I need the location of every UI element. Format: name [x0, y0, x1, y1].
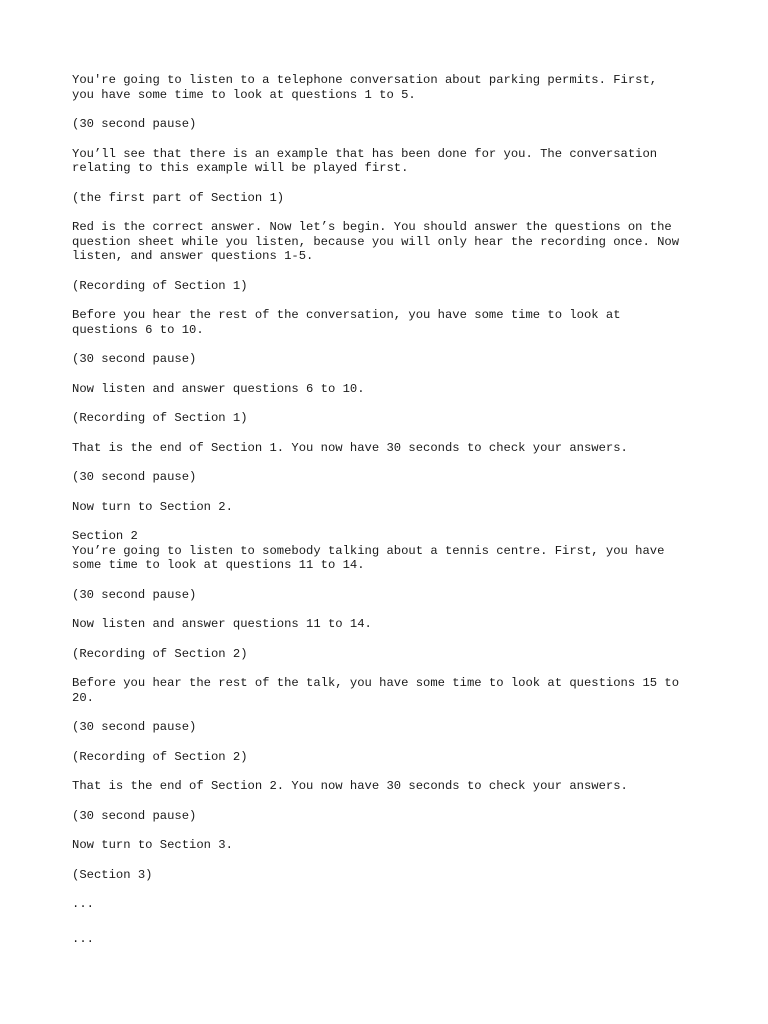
ellipsis: ... — [72, 897, 94, 911]
paragraph: (Section 3) — [72, 867, 153, 882]
paragraph-section-2: Section 2 You’re going to listen to somebody talking about a tennis centre. First, you have some time to look at questions 11 to 14. — [72, 529, 665, 572]
paragraph: Red is the correct answer. Now let’s begin. You should answer the questions on the question sheet while you listen, because you will only hear the recording once. Now listen, and answer questions 1-5. — [72, 220, 680, 263]
paragraph: (30 second pause) — [72, 352, 197, 366]
paragraph: Before you hear the rest of the talk, you have some time to look at questions 15 to 20. — [72, 676, 680, 705]
paragraph: You're going to listen to a telephone conversation about parking permits. First, you have some time to look at questions 1 to 5. — [72, 73, 658, 102]
paragraph: Before you hear the rest of the conversation, you have some time to look at questions 6 to 10. — [72, 308, 621, 337]
paragraph: (Recording of Section 2) — [72, 646, 248, 661]
paragraph: Now listen and answer questions 11 to 14. — [72, 617, 372, 631]
paragraph: (30 second pause) — [72, 117, 197, 131]
paragraph: That is the end of Section 1. You now have 30 seconds to check your answers. — [72, 440, 628, 455]
paragraph: (the first part of Section 1) — [72, 190, 285, 205]
paragraph: (30 second pause) — [72, 808, 197, 823]
paragraph: Now turn to Section 3. — [72, 838, 233, 852]
paragraph: (Recording of Section 2) — [72, 749, 248, 764]
paragraph: Now turn to Section 2. — [72, 499, 233, 514]
paragraph: (Recording of Section 1) — [72, 278, 248, 293]
document-body — [72, 73, 732, 966]
paragraph: (30 second pause) — [72, 587, 197, 602]
paragraph: That is the end of Section 2. You now have 30 seconds to check your answers. — [72, 779, 628, 793]
paragraph: (30 second pause) — [72, 470, 197, 484]
ellipsis: ... — [72, 931, 94, 946]
paragraph: (30 second pause) — [72, 720, 197, 734]
paragraph: You’ll see that there is an example that has been done for you. The conversation relating to this example will be played first. — [72, 146, 658, 175]
paragraph: (Recording of Section 1) — [72, 411, 248, 425]
paragraph: Now listen and answer questions 6 to 10. — [72, 381, 365, 396]
